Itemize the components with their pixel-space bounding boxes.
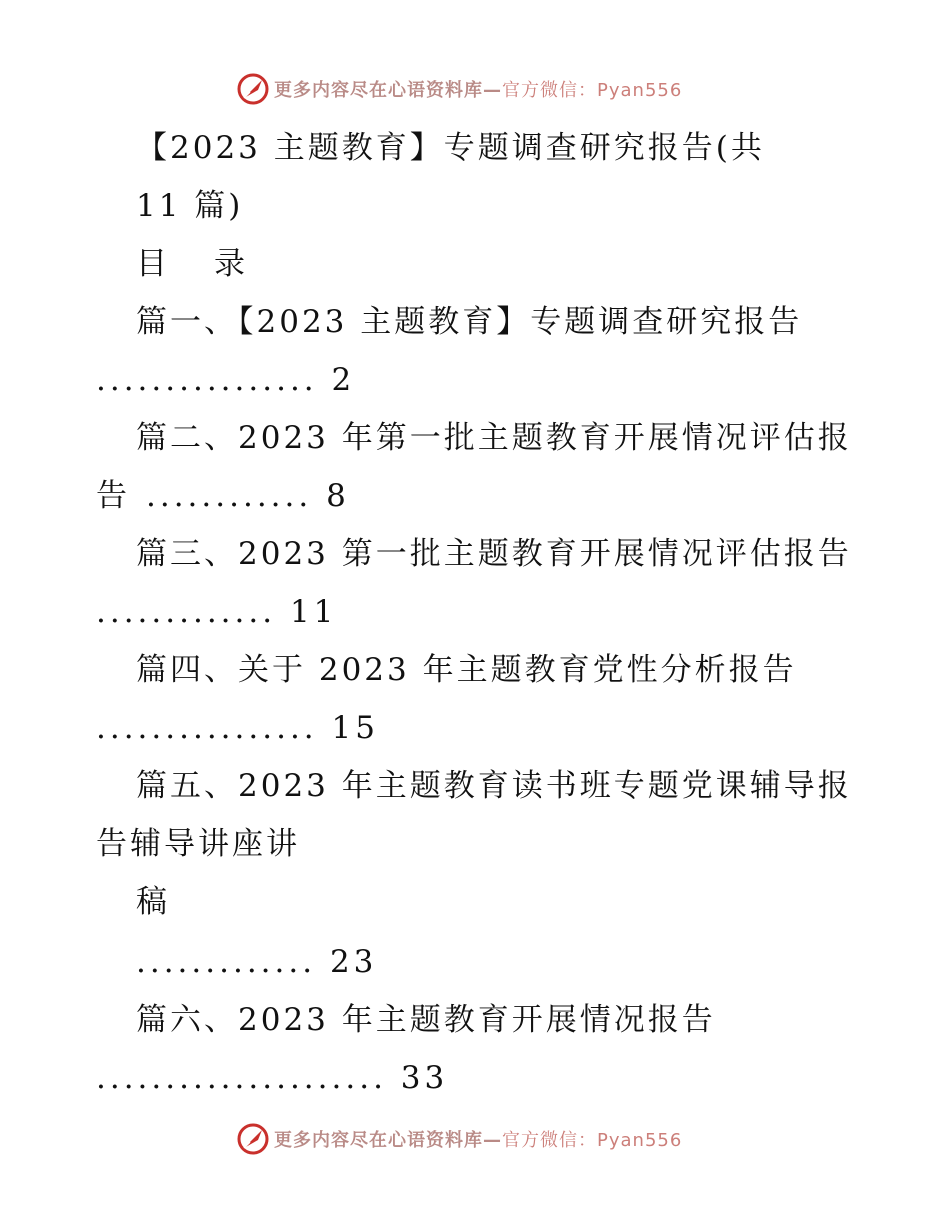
toc-heading: 目 录 [136, 246, 253, 282]
toc-entry-6-title: 篇六、2023 年主题教育开展情况报告 [136, 1002, 716, 1038]
toc-entry-3-title: 篇三、2023 第一批主题教育开展情况评估报告 [136, 536, 852, 572]
footer-watermark-banner [236, 1122, 682, 1156]
banner-wechat: 官方微信：Pyan556 [502, 1130, 683, 1151]
toc-entry-5-title: 篇五、2023 年主题教育读书班专题党课辅导报 [136, 768, 852, 804]
banner-text: 更多内容尽在心语资料库—官方微信：Pyan556 [274, 1130, 683, 1151]
quill-logo-icon [236, 72, 270, 106]
banner-text: 更多内容尽在心语资料库—官方微信：Pyan556 [274, 80, 683, 101]
banner-wechat: 官方微信：Pyan556 [502, 80, 683, 101]
header-watermark-banner [236, 72, 682, 106]
toc-entry-5-title-cont2: 稿 [136, 884, 170, 920]
toc-entry-4-leader: ................ 15 [96, 710, 379, 746]
quill-logo-icon [236, 1122, 270, 1156]
document-title-line2: 11 篇) [136, 188, 244, 224]
toc-entry-1-title: 篇一、【2023 主题教育】专题调查研究报告 [136, 304, 803, 340]
toc-entry-5-leader: ............. 23 [136, 944, 378, 980]
toc-entry-2-leader: ............ 8 [146, 478, 350, 514]
toc-entry-1-leader: ................ 2 [96, 362, 356, 398]
document-title-line1: 【2023 主题教育】专题调查研究报告(共 [136, 130, 765, 166]
toc-entry-3-leader: ............. 11 [96, 594, 338, 630]
toc-entry-2-title: 篇二、2023 年第一批主题教育开展情况评估报 [136, 420, 852, 456]
toc-entry-5-title-cont: 告辅导讲座讲 [96, 826, 300, 862]
toc-entry-6-leader: ..................... 33 [96, 1060, 449, 1096]
toc-entry-2-title-cont: 告 [96, 478, 130, 514]
toc-entry-4-title: 篇四、关于 2023 年主题教育党性分析报告 [136, 652, 797, 688]
